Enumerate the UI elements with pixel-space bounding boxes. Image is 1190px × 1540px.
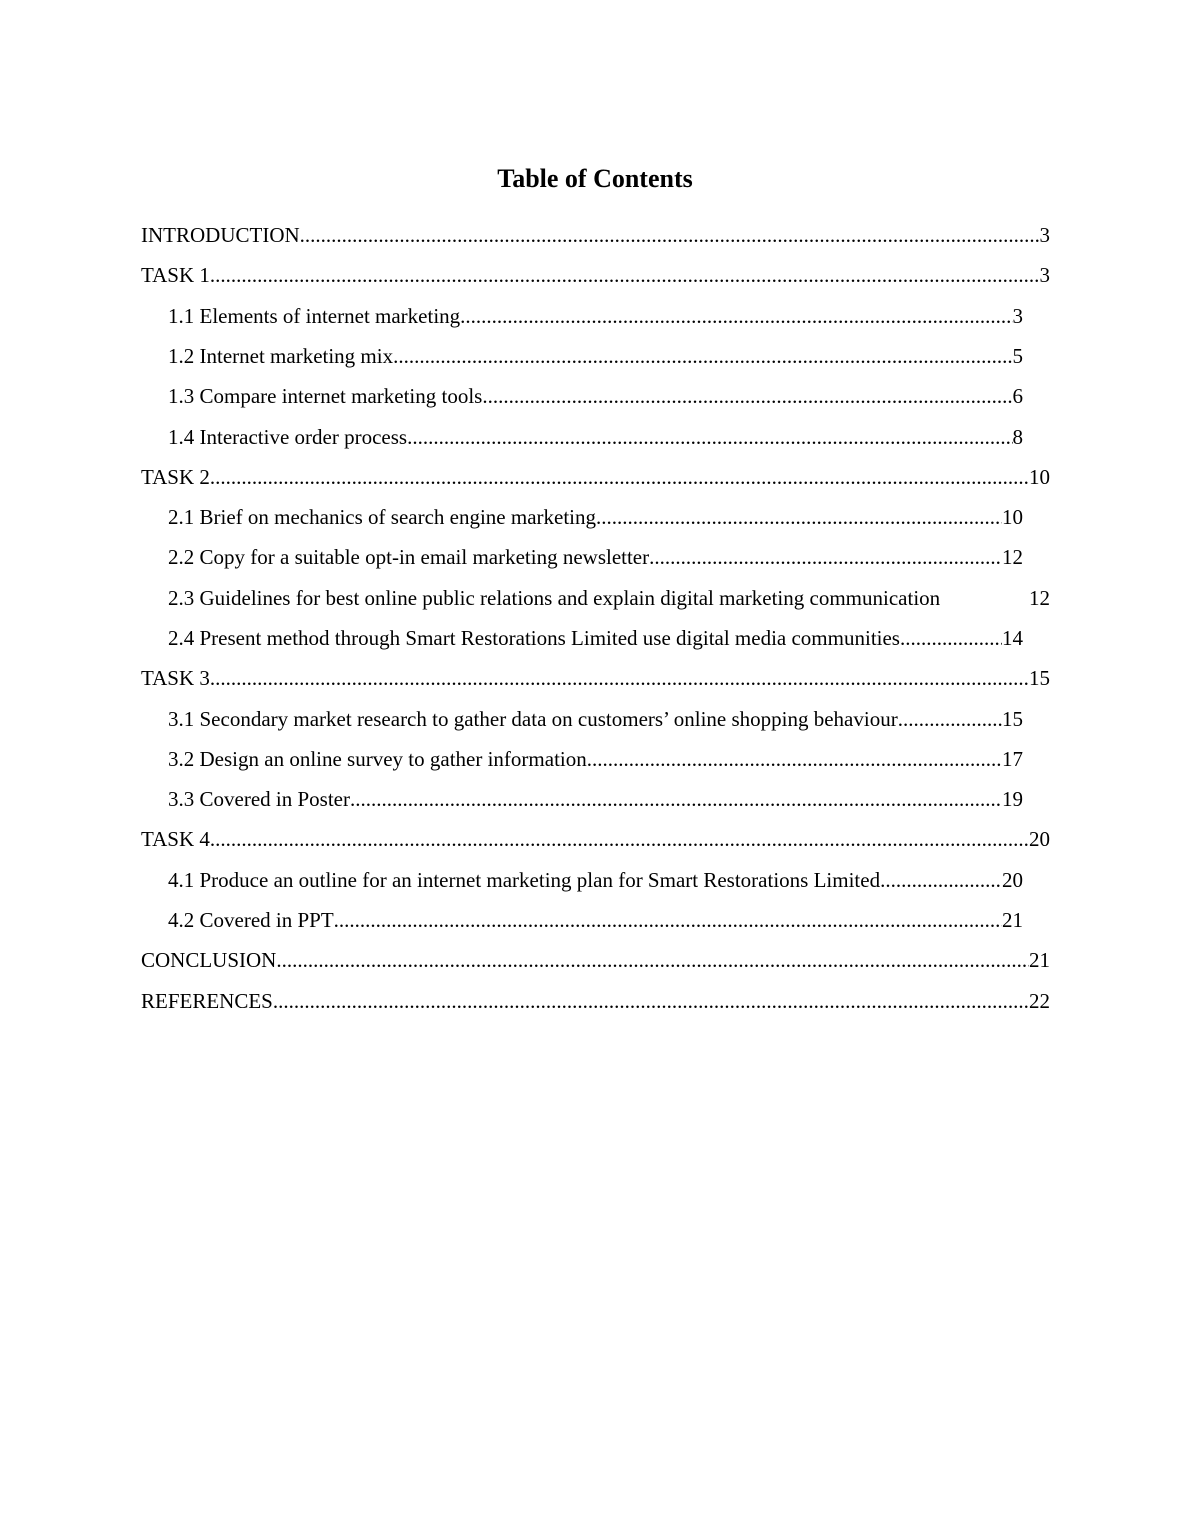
- toc-dot-leader: [210, 462, 1029, 492]
- toc-entry-page-number: 19: [1002, 787, 1023, 811]
- toc-entry-label: TASK 4: [141, 827, 210, 851]
- toc-entry-label: REFERENCES: [141, 989, 273, 1013]
- toc-entry-page-number: 12: [1002, 545, 1023, 569]
- toc-entry-page-number: 21: [1002, 908, 1023, 932]
- toc-entry-page-number: 20: [1002, 868, 1023, 892]
- toc-dot-leader: [587, 744, 1002, 774]
- toc-entry-page-number: 3: [1039, 223, 1050, 247]
- toc-entry-label: 3.3 Covered in Poster: [168, 787, 350, 811]
- toc-entry-label: CONCLUSION: [141, 948, 277, 972]
- toc-entry-label: 1.1 Elements of internet marketing: [168, 304, 461, 328]
- toc-title: Table of Contents: [497, 164, 693, 193]
- toc-entry-conclusion[interactable]: [141, 945, 1050, 975]
- toc-entry-label: TASK 1: [141, 263, 210, 287]
- toc-dot-leader: [393, 341, 1012, 371]
- toc-entry-page-number: 10: [1002, 505, 1023, 529]
- toc-dot-leader: [900, 623, 1002, 653]
- toc-entry-page-number: 15: [1002, 707, 1023, 731]
- toc-entry-label: 4.1 Produce an outline for an internet marketing plan for Smart Restorations Limited.: [168, 868, 886, 892]
- toc-entry-page-number: 5: [1012, 344, 1023, 368]
- toc-dot-leader: [210, 663, 1029, 693]
- toc-dot-leader: [210, 260, 1040, 290]
- toc-dot-leader: [482, 381, 1012, 411]
- toc-entry-task-4[interactable]: [141, 824, 1050, 854]
- toc-entry-label: INTRODUCTION: [141, 223, 300, 247]
- toc-entry-3-2[interactable]: [168, 744, 1023, 774]
- toc-entry-page-number: 14: [1002, 626, 1023, 650]
- toc-entry-1-1[interactable]: [168, 301, 1023, 331]
- toc-entry-page-number: 21: [1029, 948, 1050, 972]
- toc-entry-2-1[interactable]: [168, 502, 1023, 532]
- toc-entry-2-3[interactable]: [168, 583, 1050, 613]
- toc-entry-1-4[interactable]: [168, 422, 1023, 452]
- toc-entry-label: 1.2 Internet marketing mix: [168, 344, 394, 368]
- toc-entry-label: 2.3 Guidelines for best online public relations and explain digital marketing communication: [168, 586, 941, 610]
- toc-entry-label: 1.4 Interactive order process: [168, 425, 408, 449]
- toc-dot-leader: [596, 502, 1002, 532]
- toc-entry-label: 2.1 Brief on mechanics of search engine marketing: [168, 505, 597, 529]
- toc-entry-3-3[interactable]: [168, 784, 1023, 814]
- toc-dot-leader: [407, 422, 1012, 452]
- toc-entry-introduction[interactable]: [141, 220, 1050, 250]
- toc-entry-references[interactable]: [141, 986, 1050, 1016]
- toc-entry-label: 3.1 Secondary market research to gather data on customers’ online shopping behaviour: [168, 707, 898, 731]
- toc-entry-task-1[interactable]: [141, 260, 1050, 290]
- toc-entry-4-1[interactable]: [168, 865, 1023, 895]
- toc-dot-leader: [898, 704, 1002, 734]
- toc-entry-page-number: 20: [1029, 827, 1050, 851]
- toc-dot-leader: [649, 542, 1002, 572]
- toc-entry-label: TASK 3: [141, 666, 210, 690]
- toc-entry-page-number: 12: [1029, 586, 1050, 610]
- toc-dot-leader: [885, 865, 1002, 895]
- toc-dot-leader: [210, 824, 1029, 854]
- toc-entry-1-3[interactable]: [168, 381, 1023, 411]
- toc-entry-page-number: 3: [1039, 263, 1050, 287]
- toc-entry-2-4[interactable]: [168, 623, 1023, 653]
- toc-entry-page-number: 10: [1029, 465, 1050, 489]
- toc-entry-3-1[interactable]: [168, 704, 1023, 734]
- toc-entry-page-number: 15: [1029, 666, 1050, 690]
- toc-dot-leader: [350, 784, 1002, 814]
- toc-dot-leader: [276, 945, 1029, 975]
- toc-entry-label: 1.3 Compare internet marketing tools: [168, 384, 483, 408]
- toc-entry-page-number: 17: [1002, 747, 1023, 771]
- toc-entry-label: TASK 2: [141, 465, 210, 489]
- toc-entry-page-number: 22: [1029, 989, 1050, 1013]
- toc-entry-task-2[interactable]: [141, 462, 1050, 492]
- toc-entry-label: 3.2 Design an online survey to gather information: [168, 747, 587, 771]
- toc-entry-task-3[interactable]: [141, 663, 1050, 693]
- toc-dot-leader: [300, 220, 1040, 250]
- toc-dot-leader: [460, 301, 1012, 331]
- toc-entry-label: 2.4 Present method through Smart Restorations Limited use digital media communities: [168, 626, 900, 650]
- toc-entry-page-number: 8: [1012, 425, 1023, 449]
- toc-entry-2-2[interactable]: [168, 542, 1023, 572]
- toc-entry-1-2[interactable]: [168, 341, 1023, 371]
- toc-entry-4-2[interactable]: [168, 905, 1023, 935]
- toc-entry-page-number: 3: [1012, 304, 1023, 328]
- toc-entry-label: 4.2 Covered in PPT: [168, 908, 334, 932]
- toc-entry-label: 2.2 Copy for a suitable opt-in email marketing newsletter: [168, 545, 650, 569]
- toc-dot-leader: [273, 986, 1029, 1016]
- toc-entry-page-number: 6: [1012, 384, 1023, 408]
- toc-dot-leader: [334, 905, 1002, 935]
